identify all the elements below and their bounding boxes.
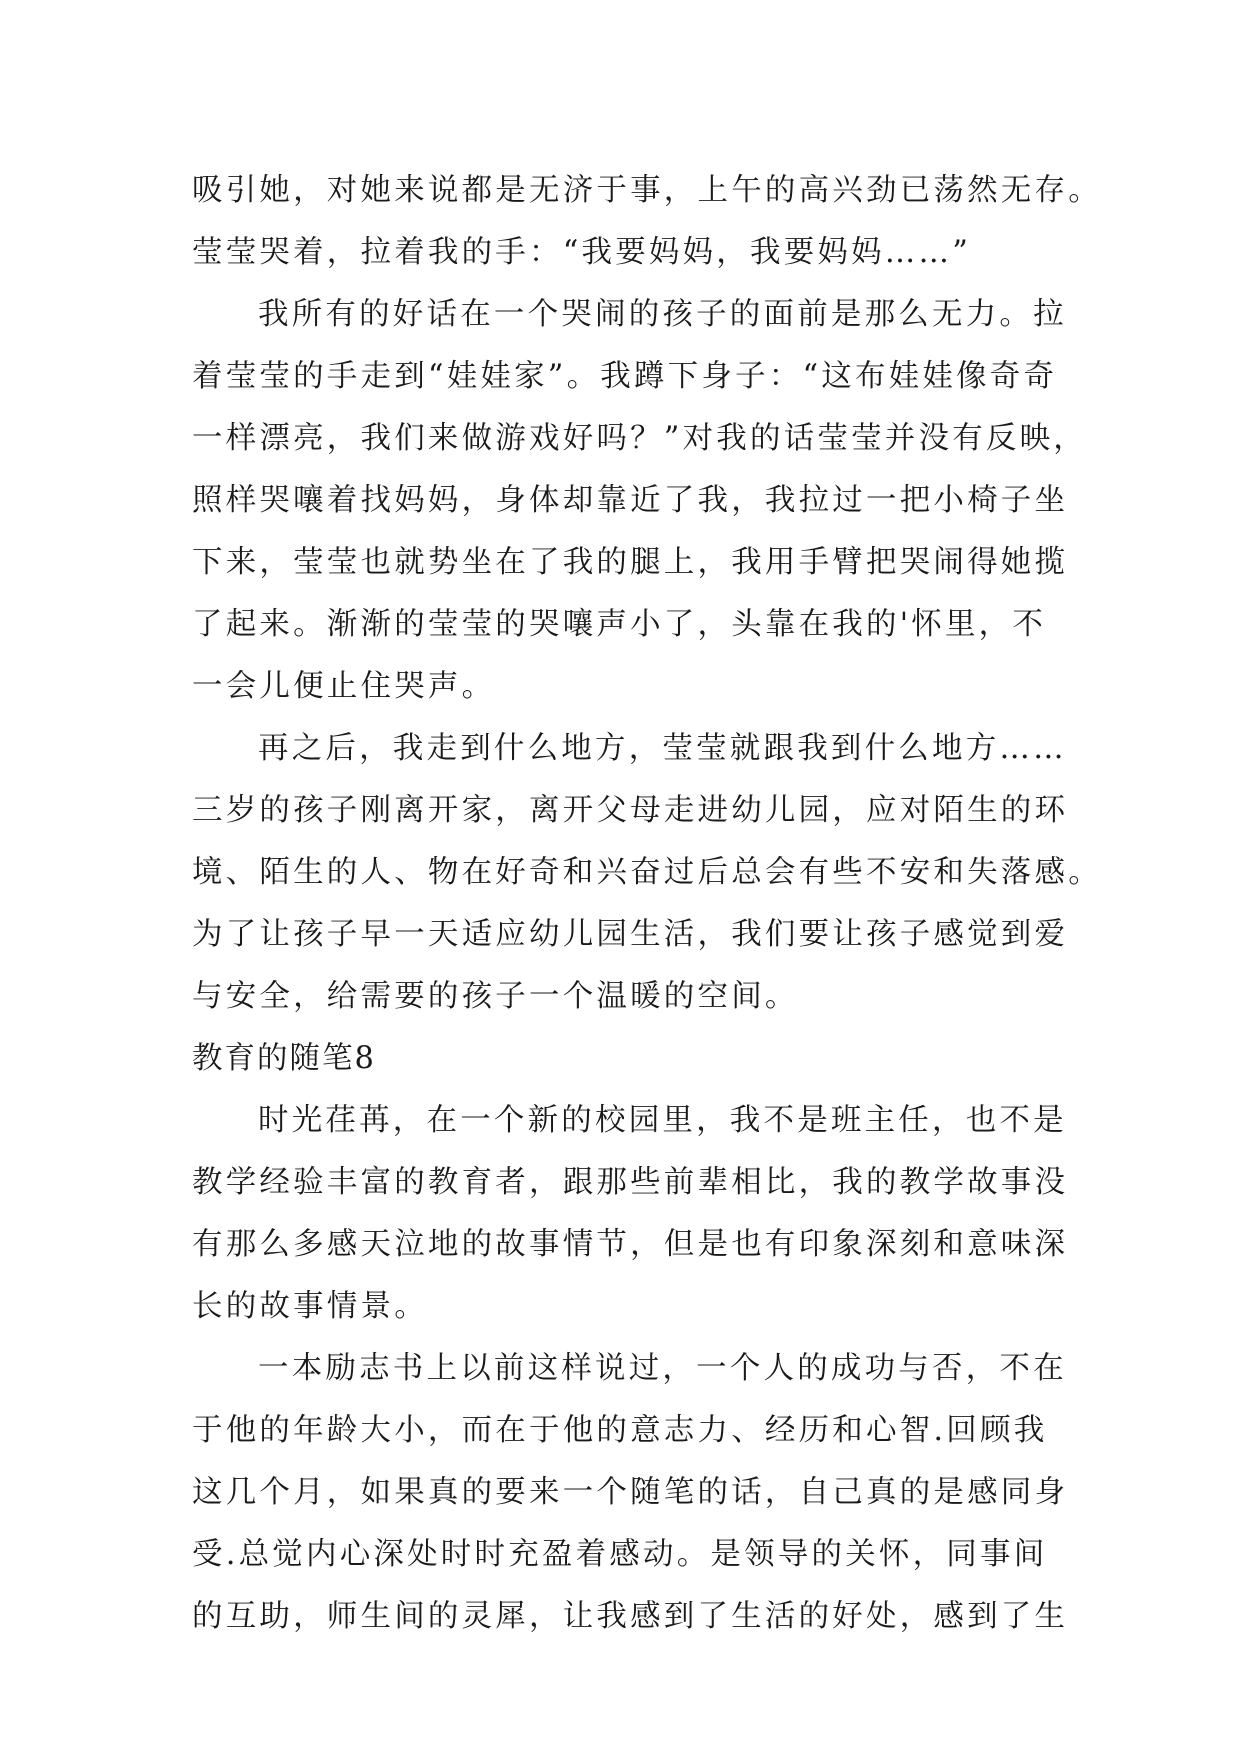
text-line: 长的故事情景。 bbox=[192, 1289, 428, 1324]
paragraph-start-line: 再之后，我走到什么地方，莹莹就跟我到什么地方…… bbox=[258, 731, 1067, 766]
text-line: 莹莹哭着，拉着我的手：“我要妈妈，我要妈妈……” bbox=[192, 235, 971, 270]
text-line: 与安全，给需要的孩子一个温暖的空间。 bbox=[192, 979, 799, 1014]
text-line: 的互助，师生间的灵犀，让我感到了生活的好处，感到了生 bbox=[192, 1599, 1069, 1634]
text-line: 受.总觉内心深处时时充盈着感动。是领导的关怀，同事间 bbox=[192, 1537, 1048, 1572]
text-line: 于他的年龄大小，而在于他的意志力、经历和心智.回顾我 bbox=[192, 1413, 1048, 1448]
paragraph-start-line: 时光荏苒，在一个新的校园里，我不是班主任，也不是 bbox=[258, 1103, 1067, 1138]
text-line: 照样哭嚷着找妈妈，身体却靠近了我，我拉过一把小椅子坐 bbox=[192, 483, 1069, 518]
text-line: 一样漂亮，我们来做游戏好吗？”对我的话莹莹并没有反映， bbox=[192, 421, 1087, 456]
paragraph-start-line: 我所有的好话在一个哭闹的孩子的面前是那么无力。拉 bbox=[258, 297, 1067, 332]
document-body bbox=[192, 160, 1102, 1648]
text-line: 教学经验丰富的教育者，跟那些前辈相比，我的教学故事没 bbox=[192, 1165, 1069, 1200]
text-line: 这几个月，如果真的要来一个随笔的话，自己真的是感同身 bbox=[192, 1475, 1069, 1510]
text-line: 下来，莹莹也就势坐在了我的腿上，我用手臂把哭闹得她揽 bbox=[192, 545, 1069, 580]
paragraph-start-line: 一本励志书上以前这样说过，一个人的成功与否，不在 bbox=[258, 1351, 1067, 1386]
section-heading: 教育的随笔8 bbox=[192, 1041, 376, 1076]
text-line: 境、陌生的人、物在好奇和兴奋过后总会有些不安和失落感。 bbox=[192, 855, 1102, 890]
text-line: 有那么多感天泣地的故事情节，但是也有印象深刻和意味深 bbox=[192, 1227, 1069, 1262]
text-line: 三岁的孩子刚离开家，离开父母走进幼儿园，应对陌生的环 bbox=[192, 793, 1069, 828]
text-line: 为了让孩子早一天适应幼儿园生活，我们要让孩子感觉到爱 bbox=[192, 917, 1069, 952]
text-line: 一会儿便止住哭声。 bbox=[192, 669, 496, 704]
text-line: 着莹莹的手走到“娃娃家”。我蹲下身子：“这布娃娃像奇奇 bbox=[192, 359, 1058, 394]
text-line: 了起来。渐渐的莹莹的哭嚷声小了，头靠在我的'怀里，不 bbox=[192, 607, 1047, 642]
text-line: 吸引她，对她来说都是无济于事，上午的高兴劲已荡然无存。 bbox=[192, 173, 1102, 208]
